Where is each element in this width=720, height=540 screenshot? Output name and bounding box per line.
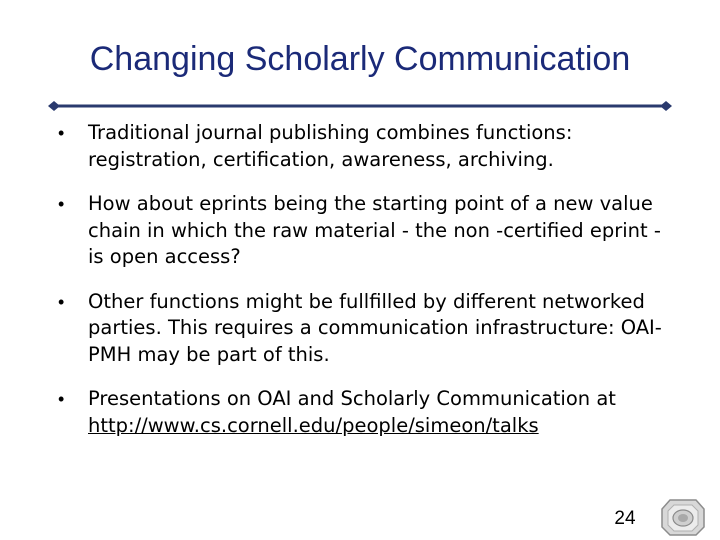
bullet-list (58, 120, 678, 457)
bullet-item (58, 386, 678, 439)
title-divider (48, 99, 672, 113)
talks-link[interactable]: http://www.cs.cornell.edu/people/simeon/talks (88, 413, 539, 437)
bullet-marker: • (58, 123, 65, 143)
page-number: 24 (614, 508, 636, 529)
bullet-text: Other functions might be fullfilled by different networked parties. This requires a communication infrastructure: OAI-PMH may be part of this. (88, 289, 662, 366)
bullet-text: Presentations on OAI and Scholarly Communication at (88, 387, 616, 410)
bullet-text: Traditional journal publishing combines functions: registration, certification, awareness, archiving. (88, 121, 573, 171)
home-slide-nav-icon[interactable] (660, 497, 706, 537)
slide-title: Changing Scholarly Communication (89, 40, 631, 78)
bullet-item (58, 120, 678, 173)
bullet-marker: • (58, 291, 65, 312)
bullet-item (58, 289, 678, 369)
bullet-marker: • (58, 389, 65, 409)
bullet-text: How about eprints being the starting point of a new value chain in which the raw material - the non -certified eprint - is open access? (88, 192, 661, 268)
bullet-marker: • (58, 194, 65, 214)
bullet-item (58, 191, 678, 271)
